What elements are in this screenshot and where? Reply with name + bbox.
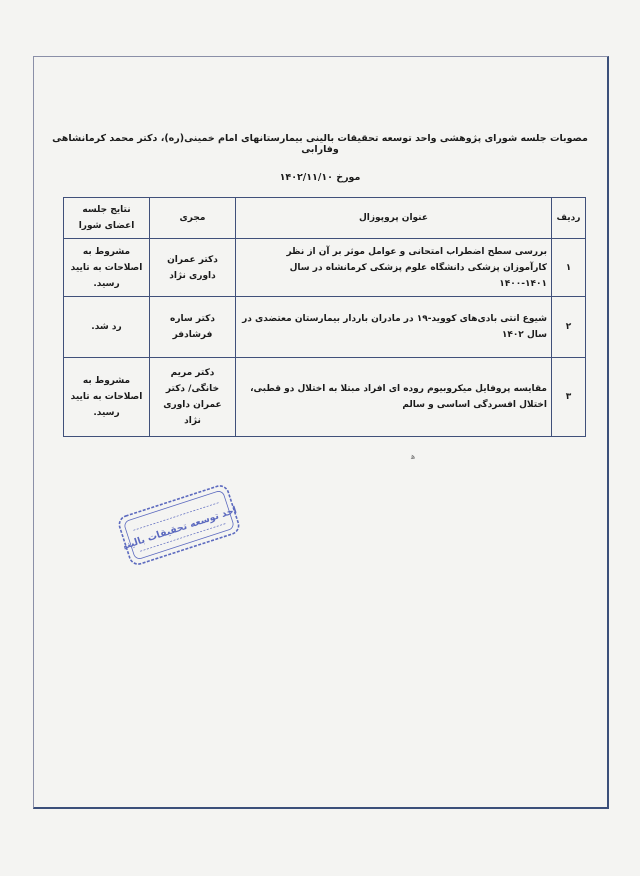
table-header-row [64, 198, 586, 239]
row-number-cell: ۱ [552, 239, 586, 297]
header-row-number: ردیف [552, 198, 586, 239]
meeting-date: مورخ ۱۴۰۲/۱۱/۱۰ [279, 172, 361, 183]
result-cell: مشروط به اصلاحات به تایید رسید. [64, 239, 150, 297]
result-cell: مشروط به اصلاحات به تایید رسید. [64, 358, 150, 437]
document-title: مصوبات جلسه شورای پژوهشی واحد توسعه تحقیقات بالینی بیمارستانهای امام خمینی(ره)، دکتر محمد کرمانشاهی وفارابی [52, 133, 588, 155]
minutes-table [63, 197, 586, 437]
executor-cell: دکتر مریم خانگی/ دکتر عمران داوری نژاد [150, 358, 236, 437]
header-executor: مجری [150, 198, 236, 239]
header-proposal-title: عنوان پروپوزال [236, 198, 552, 239]
table-row [64, 358, 586, 437]
table-row [64, 239, 586, 297]
executor-cell: دکتر عمران داوری نژاد [150, 239, 236, 297]
executor-cell: دکتر ساره فرشادفر [150, 297, 236, 358]
row-number-cell: ۲ [552, 297, 586, 358]
proposal-title-cell: شیوع انتی بادی‌های کووید-۱۹ در مادران باردار بیمارستان معتضدی در سال ۱۴۰۲ [236, 297, 552, 358]
stray-pen-mark: ﻫ [411, 452, 416, 461]
proposal-title-cell: بررسی سطح اضطراب امتحانی و عوامل موثر بر آن از نظر کارآموزان پزشکی دانشگاه علوم پزشکی کرمانشاه در سال ۱۴۰۱-۱۴۰۰ [236, 239, 552, 297]
table-row [64, 297, 586, 358]
proposal-title-cell: مقایسه پروفایل میکروبیوم روده ای افراد مبتلا به اختلال دو قطبی، اختلال افسردگی اساسی و سالم [236, 358, 552, 437]
result-cell: رد شد. [64, 297, 150, 358]
header-result: نتایج جلسه اعضای شورا [64, 198, 150, 239]
row-number-cell: ۳ [552, 358, 586, 437]
stamp-text: واحد توسعه تحقیقات بالینی [116, 502, 244, 554]
